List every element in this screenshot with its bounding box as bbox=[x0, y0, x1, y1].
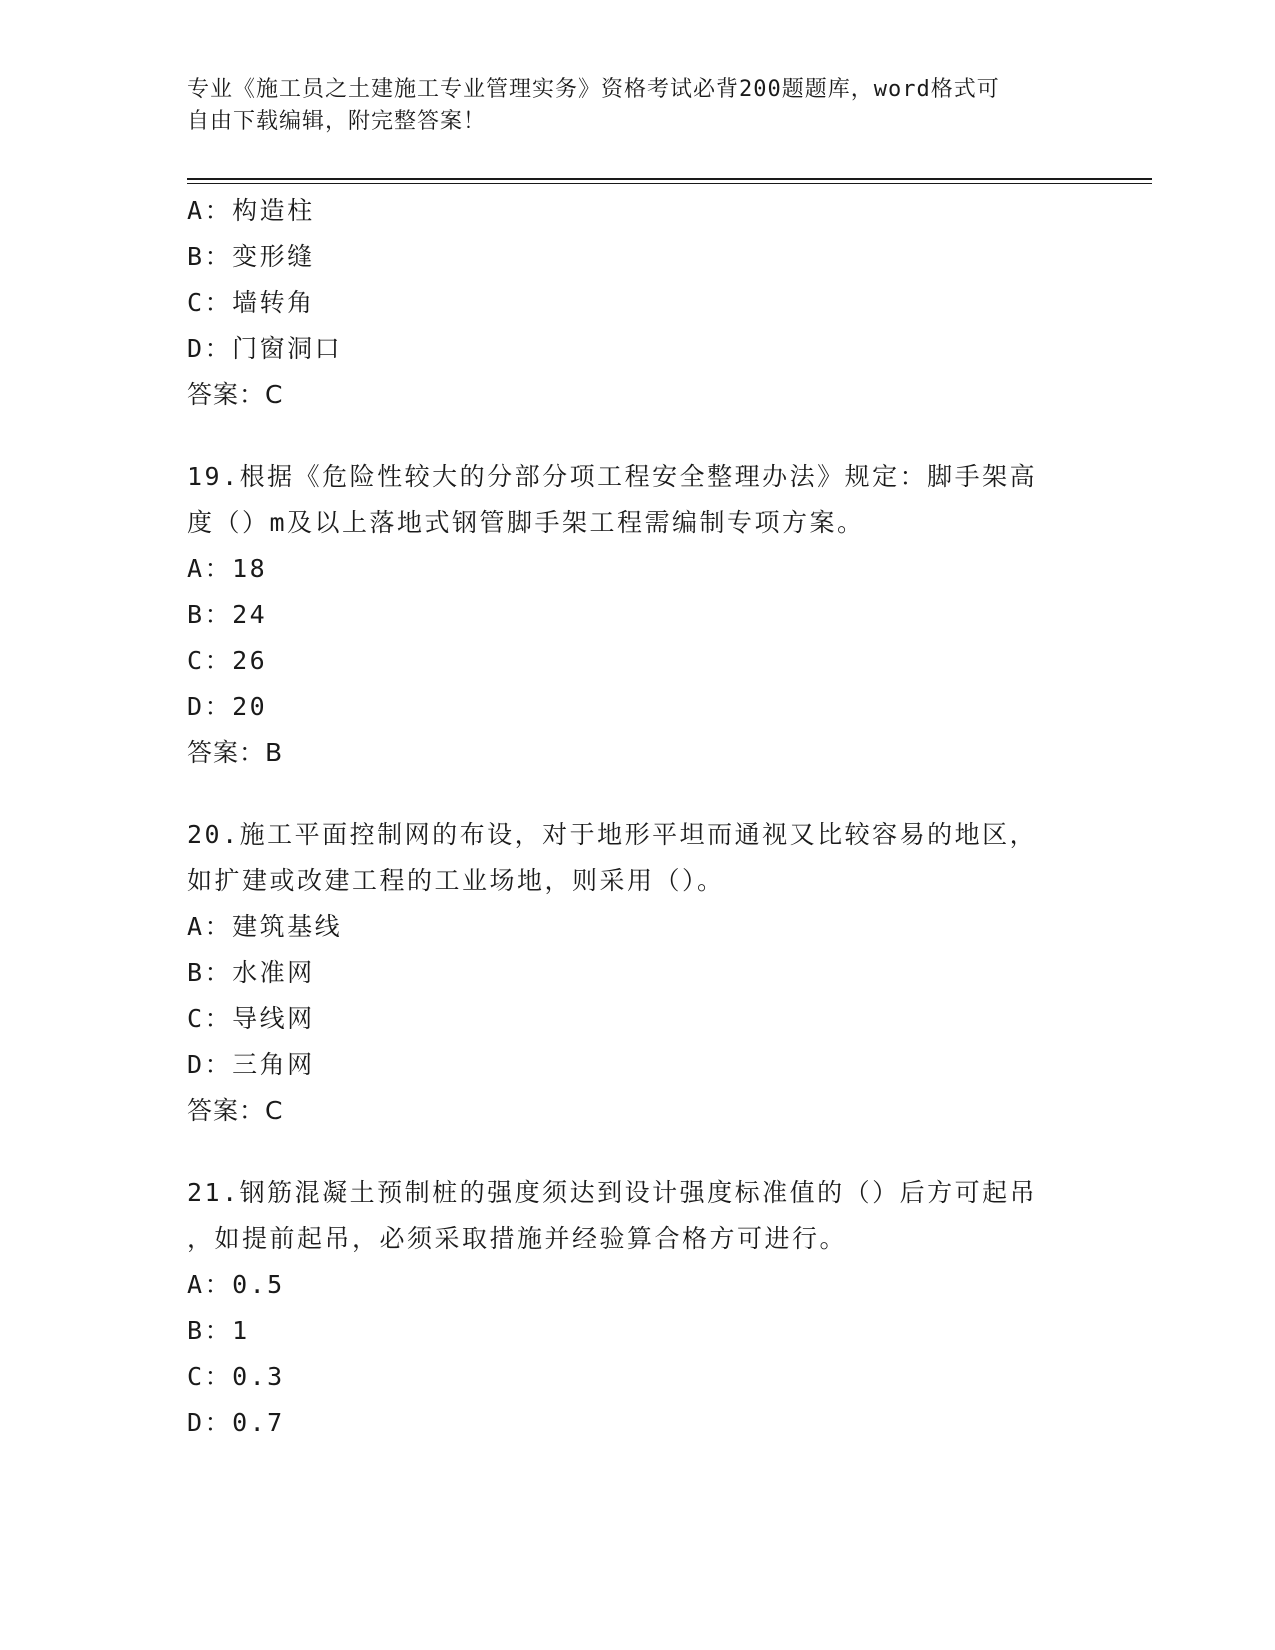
question-21-block bbox=[187, 1170, 1087, 1446]
answer-line: 答案：B bbox=[187, 738, 284, 767]
option-text: 构造柱 bbox=[232, 196, 315, 225]
option-d: D：20 bbox=[187, 692, 268, 721]
option-text: 导线网 bbox=[232, 1004, 315, 1033]
option-b: B：变形缝 bbox=[187, 242, 315, 271]
option-text: 18 bbox=[232, 554, 268, 583]
header-divider-thick bbox=[187, 178, 1152, 180]
option-text: 0.5 bbox=[232, 1270, 285, 1299]
option-text: 建筑基线 bbox=[232, 912, 343, 941]
question-stem-line-2: 度（）m及以上落地式钢管脚手架工程需编制专项方案。 bbox=[187, 508, 865, 537]
question-21-stem bbox=[187, 1170, 1067, 1262]
option-a: A：18 bbox=[187, 554, 268, 583]
option-d: D：三角网 bbox=[187, 1050, 315, 1079]
option-text: 1 bbox=[232, 1316, 250, 1345]
question-19-stem bbox=[187, 454, 1067, 546]
option-text: 24 bbox=[232, 600, 268, 629]
option-a: A：0.5 bbox=[187, 1270, 285, 1299]
question-20-block bbox=[187, 812, 1087, 1134]
header-title-line-1: 专业《施工员之土建施工专业管理实务》资格考试必背200题题库，word格式可 bbox=[187, 77, 1000, 102]
option-text: 门窗洞口 bbox=[232, 334, 343, 363]
option-c: C：导线网 bbox=[187, 1004, 315, 1033]
option-text: 0.3 bbox=[232, 1362, 285, 1391]
option-a: A：建筑基线 bbox=[187, 912, 343, 941]
question-18-block bbox=[187, 188, 1087, 418]
answer-line: 答案：C bbox=[187, 1096, 284, 1125]
option-text: 三角网 bbox=[232, 1050, 315, 1079]
document-header bbox=[187, 74, 1077, 138]
option-text: 20 bbox=[232, 692, 268, 721]
option-text: 0.7 bbox=[232, 1408, 285, 1437]
option-c: C：26 bbox=[187, 646, 268, 675]
option-b: B：水准网 bbox=[187, 958, 315, 987]
question-stem-line-1: 20.施工平面控制网的布设，对于地形平坦而通视又比较容易的地区， bbox=[187, 820, 1038, 849]
option-text: 墙转角 bbox=[232, 288, 315, 317]
option-text: 水准网 bbox=[232, 958, 315, 987]
option-b: B：24 bbox=[187, 600, 268, 629]
question-20-stem bbox=[187, 812, 1067, 904]
question-stem-line-2: 如扩建或改建工程的工业场地，则采用（）。 bbox=[187, 866, 725, 895]
option-c: C：墙转角 bbox=[187, 288, 315, 317]
question-19-block bbox=[187, 454, 1087, 776]
question-stem-line-2: ，如提前起吊，必须采取措施并经验算合格方可进行。 bbox=[187, 1224, 848, 1253]
question-stem-line-1: 19.根据《危险性较大的分部分项工程安全整理办法》规定：脚手架高 bbox=[187, 462, 1038, 491]
question-list bbox=[187, 188, 1087, 1446]
option-a: A：构造柱 bbox=[187, 196, 315, 225]
option-b: B：1 bbox=[187, 1316, 250, 1345]
question-stem-line-1: 21.钢筋混凝土预制桩的强度须达到设计强度标准值的（）后方可起吊 bbox=[187, 1178, 1038, 1207]
option-text: 变形缝 bbox=[232, 242, 315, 271]
answer-line: 答案：C bbox=[187, 380, 284, 409]
header-title-line-2: 自由下载编辑，附完整答案！ bbox=[187, 109, 487, 134]
option-c: C：0.3 bbox=[187, 1362, 285, 1391]
option-d: D：门窗洞口 bbox=[187, 334, 343, 363]
option-text: 26 bbox=[232, 646, 268, 675]
header-divider-thin bbox=[187, 183, 1152, 184]
option-d: D：0.7 bbox=[187, 1408, 285, 1437]
